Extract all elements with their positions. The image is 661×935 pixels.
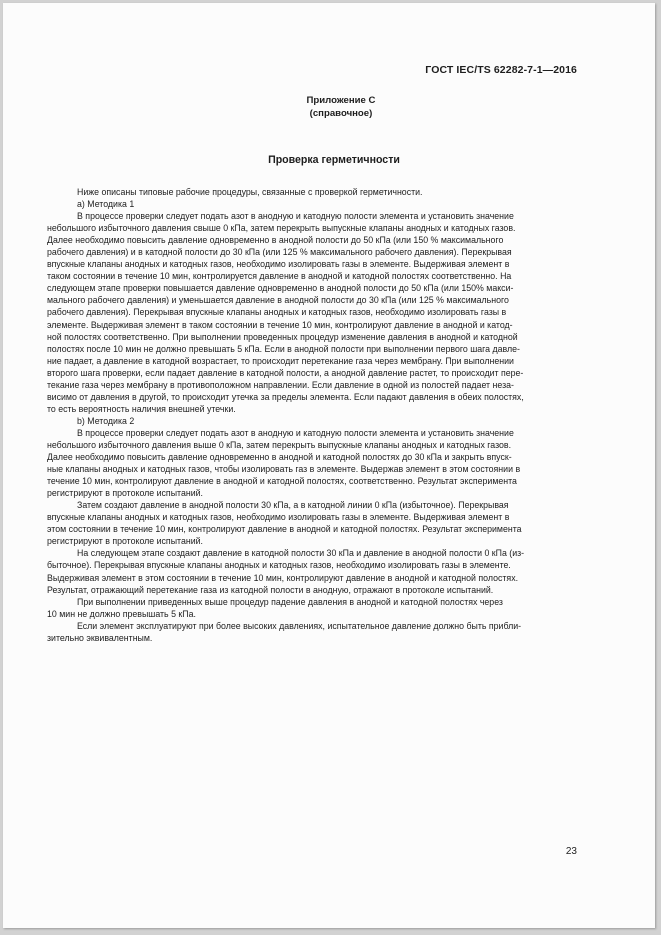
- text-line: При выполнении приведенных выше процедур падение давления в анодной и катодной полостях через: [77, 596, 503, 607]
- text-line: Если элемент эксплуатируют при более высоких давлениях, испытательное давление должно быть прибли-: [77, 620, 522, 631]
- text-line: регистрируют в протоколе испытаний.: [47, 488, 203, 499]
- text-line: рабочего давления). Перекрывая впускные клапаны анодных и катодных газов, необходимо изолировать газы в: [47, 307, 507, 318]
- document-page: [3, 3, 655, 928]
- text-line: В процессе проверки следует подать азот в анодную и катодную полости элемента и установить значение: [77, 211, 514, 222]
- text-line: быточное). Перекрывая впускные клапаны анодных и катодных газов, необходимо изолировать газы в элементе.: [47, 560, 511, 571]
- page-number: 23: [565, 846, 577, 857]
- annex-heading: [3, 94, 655, 120]
- text-line: 10 мин не должно превышать 5 кПа.: [47, 608, 196, 619]
- text-line: элементе. Выдерживая элемент в таком состоянии в течение 10 мин, контролируют давление в анодной и катод-: [47, 319, 513, 330]
- text-line: Результат, отражающий перетекание газа из катодной полости в анодную, отражают в протоколе испытаний.: [47, 584, 494, 595]
- text-line: ние падает, а давление в катодной возрастает, то происходит перетекание газа через мембрану. При выполнении: [47, 355, 514, 366]
- text-line: В процессе проверки следует подать азот в анодную и катодную полости элемента и установить значение: [77, 427, 514, 438]
- annex-type: (справочное): [309, 108, 373, 119]
- text-line: второго шага проверки, если падает давление в катодной полости, а анодной давление растет, то происходит пере-: [47, 367, 524, 378]
- section-title: Проверка герметичности: [268, 154, 400, 166]
- text-line: небольшого избыточного давления выше 0 кПа, затем перекрыть выпускные клапаны анодных и катодных газов.: [47, 439, 512, 450]
- text-line: таком состоянии в течение 10 мин, контролируется давление в анодной и катодной полостях соответственно. На: [47, 271, 512, 282]
- text-line: Далее необходимо повысить давление одновременно в анодной и катодной полостях до 30 кПа и закрыть впуск-: [47, 452, 512, 463]
- text-line: a) Методика 1: [77, 199, 135, 210]
- text-line: мального рабочего давления) и уменьшается давление в анодной полости до 30 кПа (или 125 % максимального: [47, 295, 509, 306]
- text-line: этом состоянии в течение 10 мин, контролируют давление в анодной и катодной полостях. Результат эксперимента: [47, 524, 522, 535]
- text-line: Ниже описаны типовые рабочие процедуры, связанные с проверкой герметичности.: [77, 187, 423, 197]
- text-line: текание газа через мембрану в противоположном направлении. Если давление в одной из полостей падает неза-: [47, 379, 514, 390]
- standard-header: ГОСТ IEC/TS 62282-7-1—2016: [425, 64, 577, 76]
- body-text: [47, 186, 583, 644]
- text-line: Далее необходимо повысить давление одновременно в анодной полости до 50 кПа (или 150 % максимального: [47, 235, 504, 246]
- text-line: зительно эквивалентным.: [47, 632, 153, 643]
- text-line: рабочего давления) и в катодной полости до 30 кПа (или 125 % максимального рабочего давления). Перекрывая: [47, 247, 512, 258]
- text-line: впускные клапаны анодных и катодных газов, необходимо изолировать газы в элементе. Выдерживая элемент в: [47, 512, 510, 523]
- text-line: висимо от давления в другой, то происходит утечка за пределы элемента. Если падают давления в обеих полостях,: [47, 391, 524, 402]
- text-line: то есть вероятность наличия внешней утечки.: [47, 403, 236, 414]
- text-line: течение 10 мин, контролируют давление в анодной и катодной полостях, соответственно. Результат эксперимента: [47, 476, 517, 487]
- text-line: полостях после 10 мин не должно превышать 5 кПа. Если в анодной полости при выполнении первого шага давле-: [47, 343, 520, 354]
- text-line: Затем создают давление в анодной полости 30 кПа, а в катодной линии 0 кПа (избыточное). Перекрывая: [77, 500, 509, 511]
- text-line: На следующем этапе создают давление в катодной полости 30 кПа и давление в анодной полости 0 кПа (из-: [77, 548, 525, 559]
- text-line: небольшого избыточного давления свыше 0 кПа, затем перекрыть выпускные клапаны анодных и катодных газов.: [47, 223, 516, 234]
- text-line: ной полостях соответственно. При выполнении проведенных процедур изменение давления в анодной и катодной: [47, 331, 518, 342]
- text-line: следующем этапе проверки повышается давление одновременно в анодной полости до 50 кПа (или 150% макси-: [47, 283, 514, 294]
- text-line: регистрируют в протоколе испытаний.: [47, 536, 203, 547]
- text-line: впускные клапаны анодных и катодных газов, необходимо изолировать газы в элементе. Выдерживая элемент в: [47, 259, 510, 270]
- annex-title: Приложение С: [306, 95, 376, 106]
- text-line: b) Методика 2: [77, 415, 135, 426]
- text-line: Выдерживая элемент в этом состоянии в течение 10 мин, контролируют давление в анодной и катодной полостях.: [47, 572, 519, 583]
- text-line: ные клапаны анодных и катодных газов, чтобы изолировать газ в элементе. Выдержав элемент в этом состоянии в: [47, 464, 521, 475]
